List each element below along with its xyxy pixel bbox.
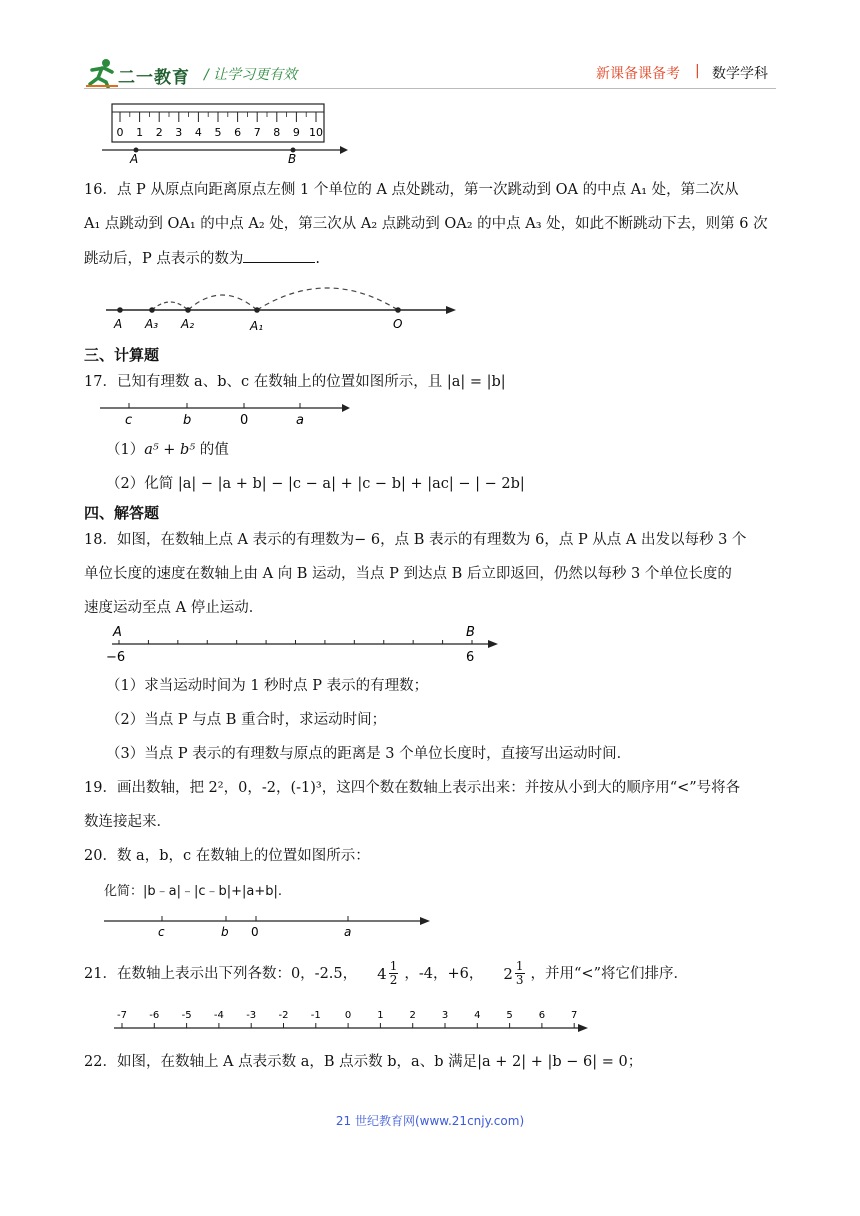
q18-part2: （2）当点 P 与点 B 重合时，求运动时间； xyxy=(106,712,387,728)
q21-numberline xyxy=(100,1006,600,1036)
ruler-tick-label: 1 xyxy=(136,126,144,139)
footer-source[interactable]: 21 世纪教育网(www.21cnjy.com) xyxy=(335,1114,525,1128)
ruler-tick-label: 10 xyxy=(309,126,323,139)
q20-label-c: c xyxy=(158,925,165,939)
header xyxy=(0,0,860,100)
q16-label-a2: A₂ xyxy=(181,317,195,331)
q17-label-a: a xyxy=(296,413,304,428)
ruler-point-b: B xyxy=(288,152,297,166)
ruler-tick-label: 0 xyxy=(116,126,124,139)
q18-label-neg6: −6 xyxy=(106,650,126,665)
q18-part1: （1）求当运动时间为 1 秒时点 P 表示的有理数； xyxy=(106,678,429,694)
section-3-title: 三、计算题 xyxy=(84,346,160,364)
header-right-a: 新课备课备考 xyxy=(596,66,680,82)
q22-line1: 22．如图，在数轴上 A 点表示数 a，B 点示数 b，a、b 满足|a + 2| + |b − 6| = 0； xyxy=(84,1054,643,1070)
q18-label-a: A xyxy=(113,625,122,640)
q21-mixed-number-1 xyxy=(377,960,398,987)
ruler-tick-label: 9 xyxy=(292,126,300,139)
q18-label-6: 6 xyxy=(466,650,475,665)
q17-stem: 17．已知有理数 a、b、c 在数轴上的位置如图所示，且 |a| = |b| xyxy=(84,374,506,390)
q20-numberline xyxy=(100,912,440,942)
q17-numberline xyxy=(98,398,358,432)
q18-label-b: B xyxy=(466,625,475,640)
q21-tick-label: 0 xyxy=(344,1010,352,1021)
q21-tick-label: 5 xyxy=(506,1010,513,1021)
header-slogan: / 让学习更有效 xyxy=(204,67,298,83)
q21-mixed2-whole: 2 xyxy=(503,964,513,983)
q16-label-a1: A₁ xyxy=(250,319,264,333)
ruler-figure xyxy=(96,100,356,168)
q16-line3 xyxy=(84,248,320,269)
q21-mixed2-num: 1 xyxy=(515,959,524,973)
ruler-tick-label: 7 xyxy=(253,126,261,139)
q18-part3: （3）当点 P 表示的有理数与原点的距离是 3 个单位长度时，直接写出运动时间． xyxy=(106,746,632,762)
q21-tick-label: 2 xyxy=(409,1010,416,1021)
q21-mixed2-fraction xyxy=(515,960,525,987)
q21-tick-label: -2 xyxy=(278,1010,289,1021)
q20-label-0: 0 xyxy=(251,925,259,939)
q17-part1-num: （1） xyxy=(106,442,145,458)
ruler-tick-label: 8 xyxy=(273,126,281,139)
q17-label-b: b xyxy=(183,413,192,428)
q17-part2: （2）化简 |a| − |a + b| − |c − a| + |c − b| + |ac| − | − 2b| xyxy=(106,476,525,492)
q20-label-b: b xyxy=(221,925,229,939)
q21-tick-label: 3 xyxy=(441,1010,449,1021)
q17-part1 xyxy=(106,440,229,460)
q21-tick-label: -6 xyxy=(149,1010,160,1021)
header-rule xyxy=(84,88,776,89)
q16-line2: A₁ 点跳动到 OA₁ 的中点 A₂ 处，第三次从 A₂ 点跳动到 OA₂ 的中点 A₃ 处，如此不断跳动下去，则第 6 次 xyxy=(84,216,768,232)
q21-tick-label: 6 xyxy=(538,1010,546,1021)
q16-label-a: A xyxy=(114,317,123,331)
q17-label-0: 0 xyxy=(240,413,249,428)
q18-line2: 单位长度的速度在数轴上由 A 向 B 运动，当点 P 到达点 B 后立即返回，仍然以每秒 3 个单位长度的 xyxy=(84,566,732,582)
q21-mixed-number-2 xyxy=(503,960,524,987)
q20-stem: 20．数 a，b，c 在数轴上的位置如图所示： xyxy=(84,848,370,864)
q18-line3: 速度运动至点 A 停止运动． xyxy=(84,600,264,616)
q21-mixed1-num: 1 xyxy=(389,959,398,973)
q21-tick-label: 1 xyxy=(377,1010,384,1021)
q16-jump-figure xyxy=(100,272,460,334)
q16-answer-blank[interactable] xyxy=(243,248,315,263)
q20-label-a: a xyxy=(344,925,352,939)
ruler-tick-label: 3 xyxy=(175,126,183,139)
q17-part1-expr: a⁵ + b⁵ xyxy=(144,442,196,458)
q21-tick-label: -4 xyxy=(213,1010,224,1021)
q21-mixed1-fraction xyxy=(389,960,399,987)
q21-stem-mid: ，-4，+6， xyxy=(404,965,484,982)
q21-mixed1-den: 2 xyxy=(389,973,398,987)
ruler-tick-label: 6 xyxy=(234,126,242,139)
q20-simplify: 化简：|b﹣a|﹣|c﹣b|+|a+b|. xyxy=(104,884,283,899)
q21-mixed2-den: 3 xyxy=(515,973,524,987)
q16-line1: 16．点 P 从原点向距离原点左侧 1 个单位的 A 点处跳动，第一次跳动到 OA 的中点 A₁ 处，第二次从 xyxy=(84,182,739,198)
q16-period: . xyxy=(315,251,320,267)
q21-stem-post: ，并用“<”将它们排序． xyxy=(530,965,688,982)
header-divider: | xyxy=(695,63,700,79)
q21-tick-label: -7 xyxy=(117,1010,127,1021)
q21-stem xyxy=(84,960,688,987)
logo-text: 二一教育 xyxy=(118,68,190,88)
section-4-title: 四、解答题 xyxy=(84,504,160,522)
ruler-tick-label: 4 xyxy=(194,126,202,139)
ruler-tick-label: 2 xyxy=(155,126,163,139)
q16-label-o: O xyxy=(393,317,403,331)
ruler-tick-label: 5 xyxy=(214,126,222,139)
q21-tick-label: 7 xyxy=(571,1010,578,1021)
q21-mixed1-whole: 4 xyxy=(377,964,387,983)
q18-line1: 18．如图，在数轴上点 A 表示的有理数为− 6，点 B 表示的有理数为 6，点 P 从点 A 出发以每秒 3 个 xyxy=(84,532,747,548)
q18-numberline xyxy=(100,620,510,666)
q21-tick-label: -3 xyxy=(246,1010,257,1021)
runner-logo-icon xyxy=(84,58,120,88)
q21-stem-pre: 21．在数轴上表示出下列各数：0，-2.5， xyxy=(84,965,358,982)
q16-label-a3: A₃ xyxy=(145,317,159,331)
q21-tick-label: -5 xyxy=(181,1010,192,1021)
q17-part1-tail: 的值 xyxy=(195,442,229,458)
ruler-point-a: A xyxy=(130,152,139,166)
q16-line3-text: 跳动后，P 点表示的数为 xyxy=(84,251,244,267)
q19-line1: 19．画出数轴，把 2²，0，-2，(-1)³，这四个数在数轴上表示出来：并按从小到大的顺序用“<”号将各 xyxy=(84,780,741,796)
q21-tick-label: -1 xyxy=(310,1010,321,1021)
header-right-b: 数学学科 xyxy=(712,66,768,82)
q21-tick-label: 4 xyxy=(474,1010,481,1021)
q17-label-c: c xyxy=(125,413,133,428)
q19-line2: 数连接起来． xyxy=(84,814,171,830)
